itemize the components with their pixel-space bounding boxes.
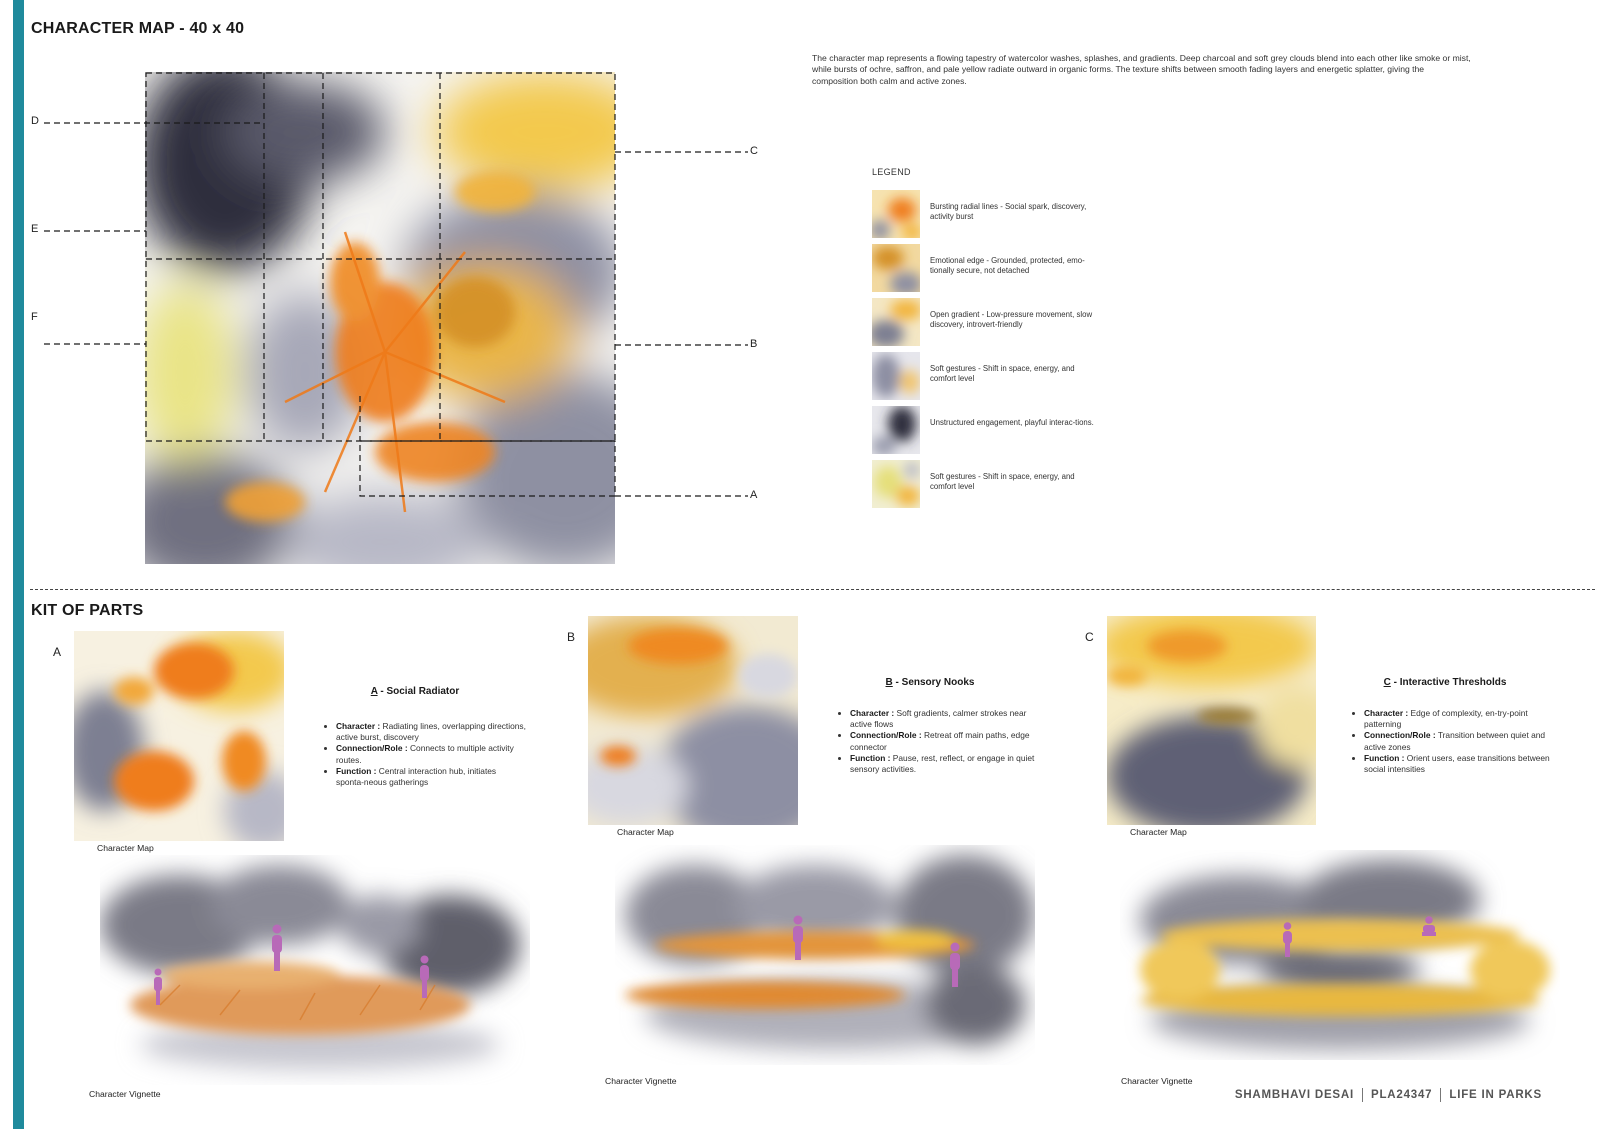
legend-item: Emotional edge - Grounded, protected, emo-tionally secure, not detached bbox=[872, 244, 1112, 292]
footer-credits bbox=[1235, 1088, 1542, 1102]
part-a-letter: A bbox=[53, 645, 62, 659]
legend-title: LEGEND bbox=[872, 167, 911, 177]
footer-id: PLA24347 bbox=[1371, 1089, 1433, 1102]
legend-item: Soft gestures - Shift in space, energy, and comfort level bbox=[872, 460, 1112, 508]
section-divider bbox=[30, 589, 1595, 590]
legend-swatch-soft bbox=[872, 460, 920, 508]
page-title: CHARACTER MAP - 40 x 40 bbox=[31, 20, 245, 37]
part-c-details: • Character : Edge of complexity, en-try-point patterning • Connection/Role : Transition between quiet and active zones • Function : Orient users, ease transitions between social intensities bbox=[1350, 708, 1554, 775]
legend-swatch-edge bbox=[872, 244, 920, 292]
footer-author: SHAMBHAVI DESAI bbox=[1234, 1089, 1354, 1102]
map-ref-b: B bbox=[750, 338, 758, 350]
legend-swatch-gradient bbox=[872, 298, 920, 346]
footer-separator bbox=[1440, 1088, 1441, 1102]
part-a-vignette-caption: Character Vignette bbox=[89, 1089, 161, 1099]
part-b-details: • Character : Soft gradients, calmer strokes near active flows • Connection/Role : Retreat off main paths, edge connector • Function : Pause, rest, reflect, or engage in quiet sensory activities. bbox=[836, 708, 1040, 775]
part-b-vignette-caption: Character Vignette bbox=[605, 1076, 677, 1086]
person-figure bbox=[152, 968, 164, 1006]
part-c-vignette-image bbox=[1120, 850, 1560, 1060]
person-figure bbox=[418, 955, 431, 999]
legend-swatch-radial bbox=[872, 190, 920, 238]
map-ref-d: D bbox=[31, 115, 39, 127]
part-a-title: A - Social Radiator bbox=[370, 686, 460, 697]
legend-swatch-unstructured bbox=[872, 406, 920, 454]
part-a-map-caption: Character Map bbox=[97, 843, 154, 853]
map-ref-c: C bbox=[750, 145, 758, 157]
part-b-map-image bbox=[588, 616, 798, 825]
person-figure bbox=[1281, 922, 1294, 958]
part-c-vignette-caption: Character Vignette bbox=[1121, 1076, 1193, 1086]
person-figure bbox=[1420, 916, 1438, 938]
person-figure bbox=[948, 942, 962, 988]
part-b-vignette-image bbox=[615, 845, 1035, 1065]
map-ref-a: A bbox=[750, 489, 758, 501]
person-figure bbox=[791, 915, 805, 961]
kit-title: KIT OF PARTS bbox=[31, 602, 144, 619]
footer-project: LIFE IN PARKS bbox=[1449, 1089, 1542, 1102]
part-b-letter: B bbox=[567, 630, 576, 644]
legend-swatch-gestures bbox=[872, 352, 920, 400]
part-c-map-caption: Character Map bbox=[1130, 827, 1187, 837]
part-a-map-image bbox=[74, 631, 284, 841]
map-ref-f: F bbox=[31, 311, 38, 323]
footer-separator bbox=[1362, 1088, 1363, 1102]
part-b-map-caption: Character Map bbox=[617, 827, 674, 837]
part-b-title: B - Sensory Nooks bbox=[885, 677, 975, 688]
part-c-title: C - Interactive Thresholds bbox=[1383, 677, 1507, 688]
part-c-map-image bbox=[1107, 616, 1316, 825]
legend-item: Soft gestures - Shift in space, energy, and comfort level bbox=[872, 352, 1112, 400]
legend-item: Bursting radial lines - Social spark, discovery, activity burst bbox=[872, 190, 1112, 238]
map-description: The character map represents a flowing tapestry of watercolor washes, splashes, and gradients. Deep charcoal and soft grey clouds blend into each other like smoke or mist, while bursts of ochre, saffron, and pale yellow radiate outward in organic forms. The texture shifts between smooth fading layers and energetic splatter, giving the composition both calm and active zones. bbox=[812, 53, 1471, 86]
part-a-details: • Character : Radiating lines, overlapping directions, active burst, discovery • Connection/Role : Connects to multiple activity routes. • Function : Central interaction hub, initiates sponta-neous gatherings bbox=[322, 721, 526, 788]
map-ref-e: E bbox=[31, 223, 39, 235]
part-a-vignette-image bbox=[100, 855, 530, 1085]
legend-item: Open gradient - Low-pressure movement, slow discovery, introvert-friendly bbox=[872, 298, 1112, 346]
map-grid-overlay bbox=[0, 0, 800, 580]
part-c-letter: C bbox=[1085, 630, 1094, 644]
legend-item: Unstructured engagement, playful interac-tions. bbox=[872, 406, 1112, 454]
person-figure bbox=[270, 924, 284, 972]
